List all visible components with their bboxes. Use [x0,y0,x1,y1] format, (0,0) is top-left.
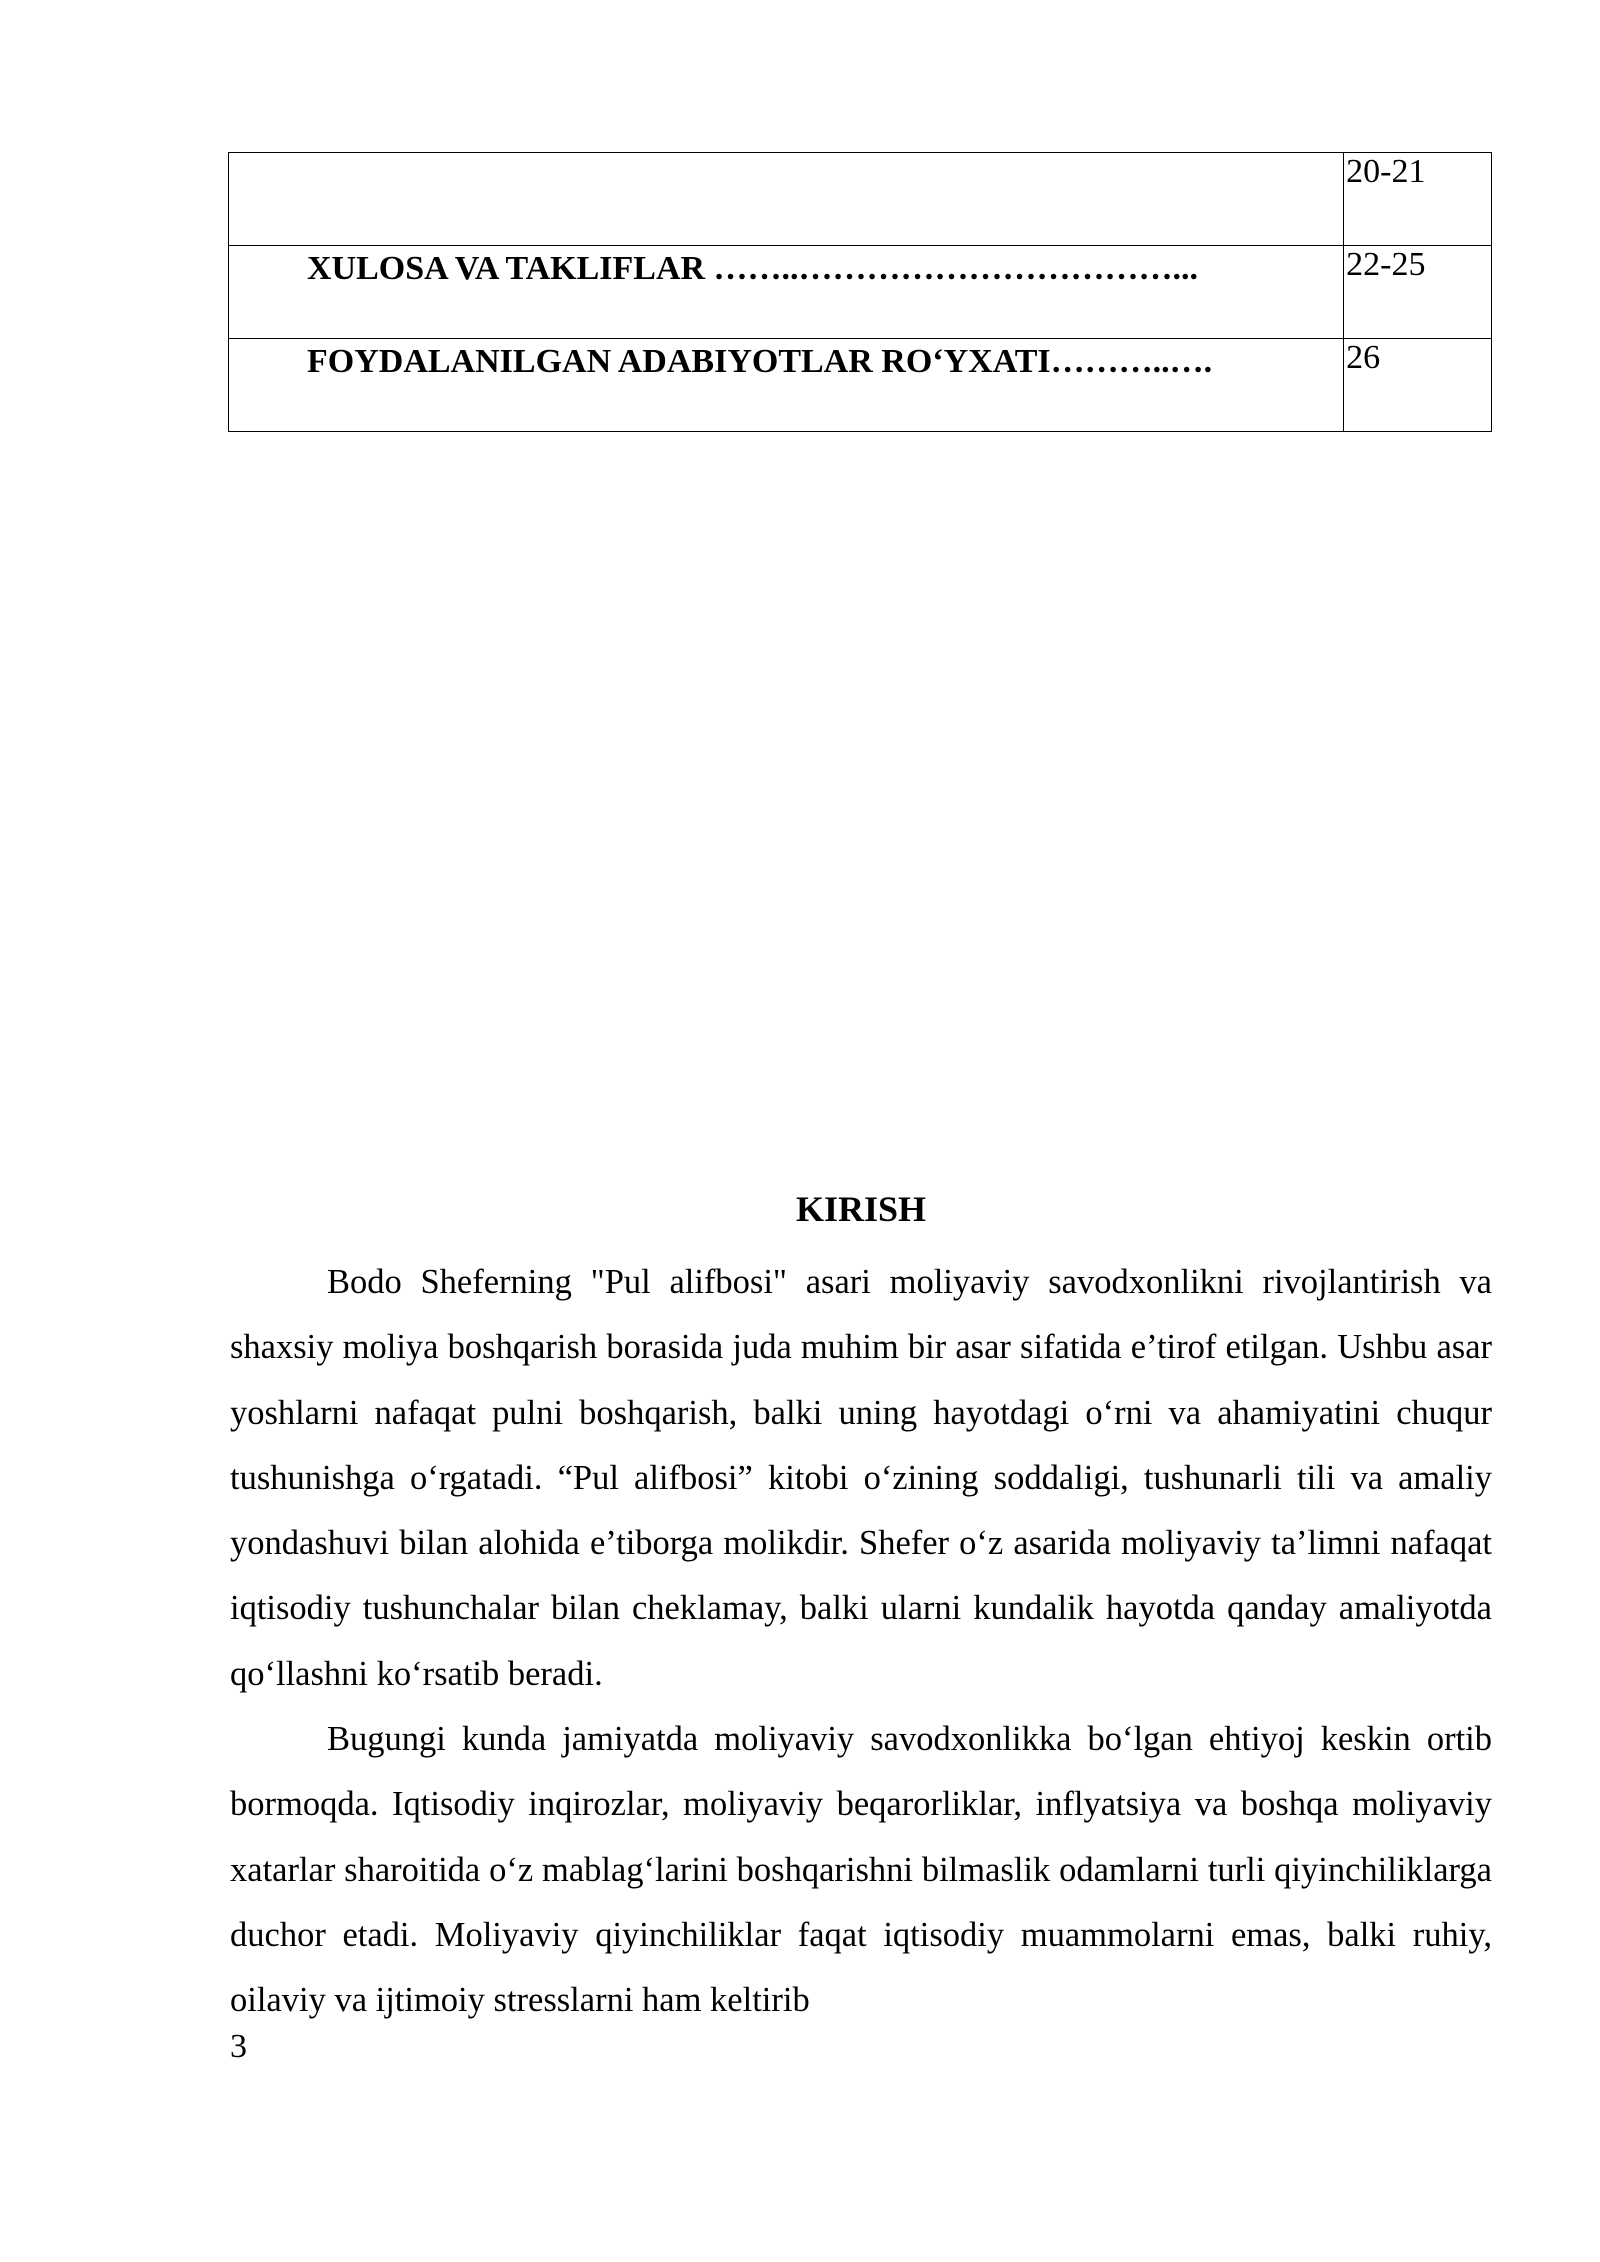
table-of-contents [228,152,1492,432]
toc-row [229,246,1492,339]
toc-entry-label: FOYDALANILGAN ADABIYOTLAR RO‘YXATI………..…. [229,339,1344,432]
body-paragraph: Bodo Sheferning "Pul alifbosi" asari moliyaviy savodxonlikni rivojlantirish va shaxsiy moliya boshqarish borasida juda muhim bir asar sifatida e’tirof etilgan. Ushbu asar yoshlarni nafaqat pulni boshqarish, balki uning hayotdagi o‘rni va ahamiyatini chuqur tushunishga o‘rgatadi. “Pul alifbosi” kitobi o‘zining soddaligi, tushunarli tili va amaliy yondashuvi bilan alohida e’tiborga molikdir. Shefer o‘z asarida moliyaviy ta’limni nafaqat iqtisodiy tushunchalar bilan cheklamay, balki ularni kundalik hayotda qanday amaliyotda qo‘llashni ko‘rsatib beradi. [230,1263,1492,1693]
body-paragraph: Bugungi kunda jamiyatda moliyaviy savodxonlikka bo‘lgan ehtiyoj keskin ortib bormoqda. Iqtisodiy inqirozlar, moliyaviy beqarorliklar, inflyatsiya va boshqa moliyaviy xatarlar sharoitida o‘z mablag‘larini boshqarishni bilmaslik odamlarni turli qiyinchiliklarga duchor etadi. Moliyaviy qiyinchiliklar faqat iqtisodiy muammolarni emas, balki ruhiy, oilaviy va ijtimoiy stresslarni ham keltirib [230,1720,1492,2020]
section-body [230,1250,1492,2034]
toc-entry-pages: 22-25 [1344,246,1492,339]
toc-entry-pages: 20-21 [1344,153,1492,246]
toc-entry-label [229,153,1344,246]
toc-row [229,153,1492,246]
toc-entry-pages: 26 [1344,339,1492,432]
toc-row [229,339,1492,432]
page-number: 3 [230,2028,247,2065]
section-heading: KIRISH [795,1189,927,1229]
toc-entry-label: XULOSA VA TAKLIFLAR ……..……………………………... [229,246,1344,339]
